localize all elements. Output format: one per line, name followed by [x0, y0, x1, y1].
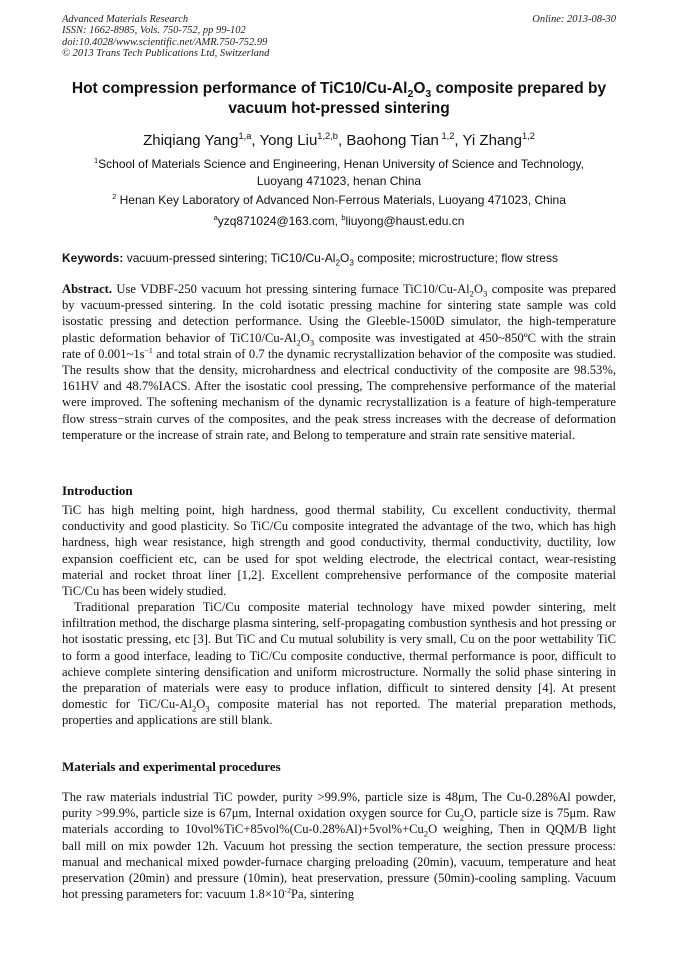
affiliation-text: School of Materials Science and Engineering, Henan University of Science and Technology,	[98, 157, 584, 171]
email-mark: a	[213, 213, 218, 222]
doi-line: doi:10.4028/www.scientific.net/AMR.750-752.99	[62, 36, 268, 48]
affiliation-text: Henan Key Laboratory of Advanced Non-Ferrous Materials, Luoyang 471023, China	[116, 193, 566, 207]
keywords-text: vacuum-pressed sintering; TiC10/Cu-Al	[123, 251, 336, 265]
title-line-2: vacuum hot-pressed sintering	[228, 100, 450, 117]
author-affiliation-mark: 1,2	[438, 131, 455, 141]
author-emails	[62, 213, 616, 230]
affiliation-text: Luoyang 471023, henan China	[256, 174, 422, 188]
paragraph-text: composite material has not reported. The material preparation methods, properties and applications are still blank.	[62, 697, 616, 728]
author-affiliation-mark: 1,a	[238, 131, 252, 141]
copyright-line: © 2013 Trans Tech Publications Ltd, Switzerland	[62, 47, 270, 59]
affiliation-2	[62, 192, 616, 209]
title-subscript: 3	[425, 88, 432, 101]
author-name: , Yi Zhang	[454, 132, 522, 149]
introduction-paragraph-1: TiC has high melting point, high hardness, good thermal stability, Cu excellent conductivity, thermal conductivity and good plasticity. So TiC/Cu composite integrated the advantage of the two, which has high hardness, high wear resistance, high strength and good conductivity, thermal conductivity, ductility, low expansion coefficient etc, can be used for spot welding electrode, the electrical contact, wear-resisting material and rocket throat liner [1,2]. Excellent comprehensive performance of the composite material TiC/Cu has been widely studied.	[62, 503, 616, 599]
keywords-label: Keywords:	[62, 251, 124, 265]
title-text: Hot compression performance of TiC10/Cu-Al	[71, 80, 408, 97]
abstract: Abstract. Use VDBF-250 vacuum hot pressing sintering furnace $TiC10/Cu-Al_2O_3$ composite was prepared by vacuum-pressed sintering. In the cold isotatic pressing machine for sintering state sample was cold isostatic pressing and detection performance. Using the Gleeble-1500D simulator, the high-temperature plastic deformation behavior of $TiC10/Cu-Al_2O_3$ composite was investigated at 450~850ºC with the strain rate of $0.001\sim 1s^{-1}$ and total strain of 0.7 the dynamic recrystallization behavior of the composite was studied. The results show that the density, microhardness and electrical conductivity of the composite are 98.53%, 161HV and 48.7%IACS. After the isostatic cool pressing, The comprehensive performance of the material were improved. The softening mechanism of the dynamic recrystallization is a feature of high-temperature flow stress−strain curves of the composites, and the peak stress increases with the decrease of deformation temperature or the increase of strain rate, and Belong to temperature and strain rate sensitive material.	[62, 282, 617, 442]
abstract-label: Abstract.	[62, 282, 113, 296]
paragraph-text: O weighing, Then in QQM/B light ball mill on mix powder 12h. Vacuum hot pressing the section temperature, the section pressure process: manual and mechanical mixed powder-furnace charging preloading (20min), vacuum, temperature and heat preservation (20min) and pressure (10min), heat preservation, pressure (50min)-cooling sampling. Vacuum hot pressing parameters for: vacuum 1.8×10	[62, 822, 616, 902]
email-link[interactable]: liuyong@haust.edu.cn	[345, 214, 465, 228]
keywords: Keywords: vacuum-pressed sintering; $TiC10/Cu-Al_2O_3$ composite; microstructure; flow stress	[62, 251, 558, 268]
keywords-text: composite; microstructure; flow stress	[353, 251, 558, 265]
abstract-text: composite was prepared by vacuum-pressed sintering. In the cold isotatic pressing machine for sintering state sample was cold isostatic pressing and detection performance. Using the Gleeble-1500D simulator, the high-temperature plastic deformation behavior of TiC10/Cu-Al	[62, 282, 617, 345]
abstract-text: and total strain of 0.7 the dynamic recrystallization behavior of the composite was studied. The results show that the density, microhardness and electrical conductivity of the composite are 98.53%, 161HV and 48.7%IACS. After the isostatic cool pressing, The comprehensive performance of the material were improved. The softening mechanism of the dynamic recrystallization is a feature of high-temperature flow stress−strain curves of the composites, and the peak stress increases with the decrease of deformation temperature or the increase of strain rate, and Belong to temperature and strain rate sensitive material.	[62, 346, 616, 442]
author-name: , Yong Liu	[251, 132, 318, 149]
paragraph-text: The raw materials industrial TiC powder, purity >99.9%, particle size is 48μm, The Cu-0.28%Al powder, purity >99.9%, particle size is 67μm, Internal oxidation oxygen source for Cu	[62, 790, 616, 821]
email-mark: b	[341, 213, 346, 222]
issn-line: ISSN: 1662-8985, Vols. 750-752, pp 99-102	[62, 25, 246, 37]
introduction-paragraph-2: Traditional preparation TiC/Cu composite material technology have mixed powder sintering, melt infiltration method, the discharge plasma sintering, self-propagating combustion synthesis and hot pressing or hot isostatic pressing, etc [3]. But TiC and Cu mutual solubility is very small, Cu on the poor wettability TiC to form a good interface, leading to TiC/Cu composite conductive, thermal performance is poor, difficult to achieve complete sintering densification and uniform microstructure. Normally the solid phase sintering in the preparation of materials were easy to produce inflation, difficult to sintered density [4]. At present domestic for TiC/$Cu-Al_2O_3$ composite material has not reported. The material preparation methods, properties and applications are still blank.	[62, 600, 616, 728]
paragraph-superscript: -2	[284, 886, 292, 896]
affiliation-1	[62, 156, 616, 190]
materials-heading: Materials and experimental procedures	[62, 759, 281, 774]
author-name: , Baohong Tian	[337, 132, 439, 149]
paragraph-text: O, particle size is 75μm. Raw materials according to 10vol%TiC+85vol%(Cu-0.28%Al)+5vol%+Cu	[62, 806, 616, 837]
title-subscript: 2	[407, 88, 414, 101]
affiliation-mark: 2	[112, 192, 117, 201]
materials-paragraph: The raw materials industrial TiC powder, purity >99.9%, particle size is 48μm, The Cu-0.28%Al powder, purity >99.9%, particle size is 67μm, Internal oxidation oxygen source for $Cu_2O$, particle size is 75μm. Raw materials according to $10vol\%TiC+85vol\%(Cu-0.28\%Al)+5vol\%+Cu_2O$ weighing, Then in QQM/B light ball mill on mix powder 12h. Vacuum hot pressing the section temperature, the section pressure process: manual and mechanical mixed powder-furnace charging preloading (20min), vacuum, temperature and heat preservation (20min) and pressure (10min), heat preservation, pressure (50min)-cooling sampling. Vacuum hot pressing parameters for: vacuum $1.8\times 10^{-2}Pa$, sintering	[62, 790, 616, 902]
affiliation-mark: 1	[94, 156, 99, 165]
paragraph-text: Traditional preparation TiC/Cu composite material technology have mixed powder sintering, melt infiltration method, the discharge plasma sintering, self-propagating combustion synthesis and hot pressing or hot isostatic pressing, etc [3]. But TiC and Cu mutual solubility is very small, Cu on the poor wettability TiC to form a good interface, leading to TiC/Cu composite conductive, thermal performance is poor, difficult to achieve complete sintering densification and uniform microstructure. Normally the solid phase sintering in the preparation of materials were easy to produce inflation, difficult to sintered density [4]. At present domestic for TiC/Cu-Al	[62, 600, 616, 712]
journal-name: Advanced Materials Research	[62, 14, 189, 25]
abstract-superscript: −1	[144, 345, 153, 355]
abstract-text: Use VDBF-250 vacuum hot pressing sintering furnace TiC10/Cu-Al	[112, 282, 470, 296]
author-affiliation-mark: 1,2	[521, 131, 535, 141]
email-link[interactable]: yzq871024@163.com,	[217, 214, 342, 228]
title-text: composite prepared by	[431, 80, 607, 97]
online-date: Online: 2013-08-30	[532, 14, 616, 25]
journal-header	[62, 14, 616, 59]
author-affiliation-mark: 1,2,b	[317, 131, 338, 141]
author-name: Zhiqiang Yang	[143, 132, 239, 149]
author-list	[62, 132, 616, 150]
abstract-text: composite was investigated at 450~850ºC with the strain rate of 0.001~1s	[62, 330, 616, 361]
paragraph-text: Pa, sintering	[291, 887, 355, 902]
title-text: O	[413, 80, 426, 97]
paper-title	[62, 79, 616, 119]
introduction-heading: Introduction	[62, 483, 133, 498]
